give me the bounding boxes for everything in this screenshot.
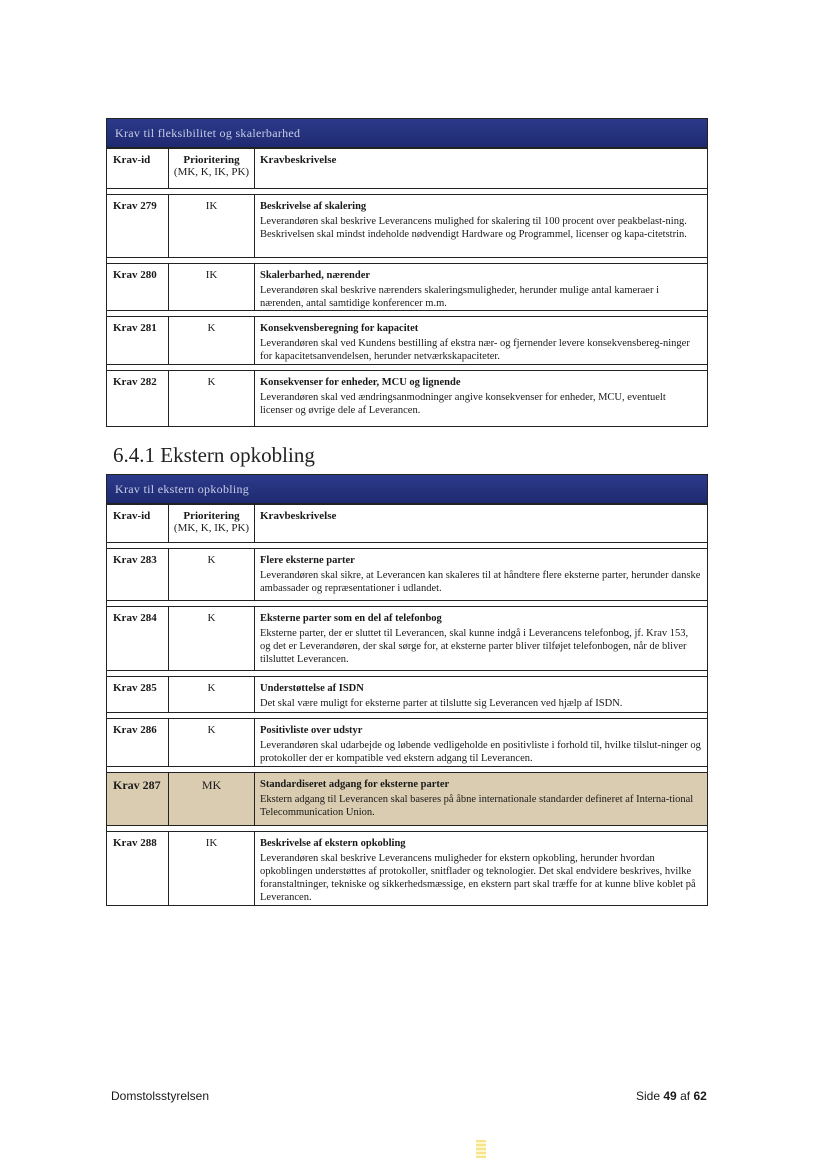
table-row xyxy=(107,718,707,767)
req-priority: K xyxy=(169,677,255,713)
page-total: 62 xyxy=(693,1089,707,1103)
req-description xyxy=(255,549,707,601)
req-priority: K xyxy=(169,371,255,426)
req-id: Krav 288 xyxy=(107,832,169,905)
req-priority: IK xyxy=(169,832,255,905)
req-title: Eksterne parter som en del af telefonbog xyxy=(260,613,442,624)
req-text: Ekstern adgang til Leverancen skal baseres på åbne internationale standarder defineret af Interna-tional Telecommunication Union. xyxy=(260,794,694,818)
requirements-table-scalability xyxy=(106,118,708,427)
req-description xyxy=(255,264,707,311)
req-title: Positivliste over udstyr xyxy=(260,725,363,736)
page-prefix: Side xyxy=(636,1089,661,1103)
page-current: 49 xyxy=(663,1089,677,1103)
table-row xyxy=(107,194,707,258)
req-text: Leverandøren skal sikre, at Leverancen kan skaleres til at håndtere flere eksterne parter, herunder danske ambassader og repræsentationer i udlandet. xyxy=(260,570,701,594)
req-text: Leverandøren skal beskrive Leverancens mulighed for skalering til 100 procent over peakbelast-ning. Beskrivelsen skal mindst indeholde nødvendigt Hardware og Programmel, licenser og kapa-citetstrin. xyxy=(260,216,687,240)
req-description xyxy=(255,832,707,905)
req-description xyxy=(255,773,707,826)
req-title: Understøttelse af ISDN xyxy=(260,683,364,694)
req-text: Leverandøren skal udarbejde og løbende vedligeholde en positivliste i forhold til, hvilke tilslut-ninger og protokoller der er kompatible ved ekstern adgang til Leverancen. xyxy=(260,740,701,764)
header-priority xyxy=(169,505,255,543)
req-id: Krav 280 xyxy=(107,264,169,311)
header-id: Krav-id xyxy=(107,505,169,543)
header-id: Krav-id xyxy=(107,149,169,189)
req-id: Krav 282 xyxy=(107,371,169,426)
req-text: Leverandøren skal ved Kundens bestilling af ekstra nær- og fjernender levere konsekvensbereg-ninger for kapacitetsanvendelsen, herunder netværkskapaciteter. xyxy=(260,338,690,362)
req-id: Krav 281 xyxy=(107,317,169,365)
requirements-table-external-connection xyxy=(106,474,708,906)
header-priority-label: Prioritering xyxy=(183,154,240,166)
req-text: Det skal være muligt for eksterne parter at tilslutte sig Leverancen ved hjælp af ISDN. xyxy=(260,698,623,709)
header-priority-codes: (MK, K, IK, PK) xyxy=(173,166,250,178)
page-separator: af xyxy=(680,1089,691,1103)
header-priority-codes: (MK, K, IK, PK) xyxy=(173,522,250,534)
table-header-row xyxy=(107,504,707,543)
header-desc: Kravbeskrivelse xyxy=(260,154,337,166)
req-title: Konsekvenser for enheder, MCU og lignende xyxy=(260,377,461,388)
req-title: Beskrivelse af ekstern opkobling xyxy=(260,838,406,849)
req-id: Krav 279 xyxy=(107,195,169,258)
table-row xyxy=(107,831,707,905)
req-priority: K xyxy=(169,607,255,671)
req-description xyxy=(255,607,707,671)
table-row-highlighted xyxy=(107,772,707,826)
req-priority: MK xyxy=(169,773,255,826)
req-priority: IK xyxy=(169,195,255,258)
req-priority: K xyxy=(169,549,255,601)
req-priority: K xyxy=(169,719,255,767)
req-title: Konsekvensberegning for kapacitet xyxy=(260,323,419,334)
table-banner: Krav til ekstern opkobling xyxy=(107,475,707,504)
header-desc: Kravbeskrivelse xyxy=(260,510,337,522)
table-row xyxy=(107,676,707,713)
req-description xyxy=(255,677,707,713)
req-description xyxy=(255,317,707,365)
section-heading: 6.4.1 Ekstern opkobling xyxy=(113,443,315,467)
req-title: Beskrivelse af skalering xyxy=(260,201,367,212)
table-banner: Krav til fleksibilitet og skalerbarhed xyxy=(107,119,707,148)
header-priority xyxy=(169,149,255,189)
table-header-row xyxy=(107,148,707,189)
req-title: Standardiseret adgang for eksterne parter xyxy=(260,779,450,790)
req-id: Krav 287 xyxy=(107,773,169,826)
req-text: Eksterne parter, der er sluttet til Leverancen, skal kunne indgå i Leverancens telefonbog, jf. Krav 153, og det er Leverandøren, der skal sørge for, at eksterne parter bliver tilføjet telefonbogen, når de bliver tilsluttet Leverancen. xyxy=(260,628,689,665)
req-text: Leverandøren skal ved ændringsanmodninger angive konsekvenser for enheder, MCU, eventuelt licenser og øvrige dele af Leverancen. xyxy=(260,392,666,416)
req-priority: IK xyxy=(169,264,255,311)
footer-page-number xyxy=(636,1089,707,1103)
header-priority-label: Prioritering xyxy=(183,510,240,522)
req-description xyxy=(255,719,707,767)
req-id: Krav 285 xyxy=(107,677,169,713)
footer-organization: Domstolsstyrelsen xyxy=(111,1089,210,1103)
table-row xyxy=(107,370,707,426)
table-row xyxy=(107,548,707,601)
req-description xyxy=(255,195,707,258)
req-description xyxy=(255,371,707,426)
table-row xyxy=(107,316,707,365)
req-id: Krav 284 xyxy=(107,607,169,671)
table-row xyxy=(107,606,707,671)
req-priority: K xyxy=(169,317,255,365)
req-text: Leverandøren skal beskrive nærenders skaleringsmuligheder, herunder mulige antal kameraer i nærenden, antal samtidige konferencer m.m. xyxy=(260,285,660,309)
req-title: Skalerbarhed, nærender xyxy=(260,270,371,281)
table-row xyxy=(107,263,707,311)
req-id: Krav 286 xyxy=(107,719,169,767)
req-id: Krav 283 xyxy=(107,549,169,601)
req-text: Leverandøren skal beskrive Leverancens muligheder for ekstern opkobling, herunder hvordan opkoblingen understøttes af protokoller, snitflader og teknologier. Det skal endvidere beskrives, hvilke foranstaltninger, tekniske og sikkerhedsmæssige, en ekstern part skal træffe for at kunne blive koblet på Leverancen. xyxy=(260,853,696,903)
scan-marker-icon xyxy=(476,1140,486,1158)
req-title: Flere eksterne parter xyxy=(260,555,355,566)
